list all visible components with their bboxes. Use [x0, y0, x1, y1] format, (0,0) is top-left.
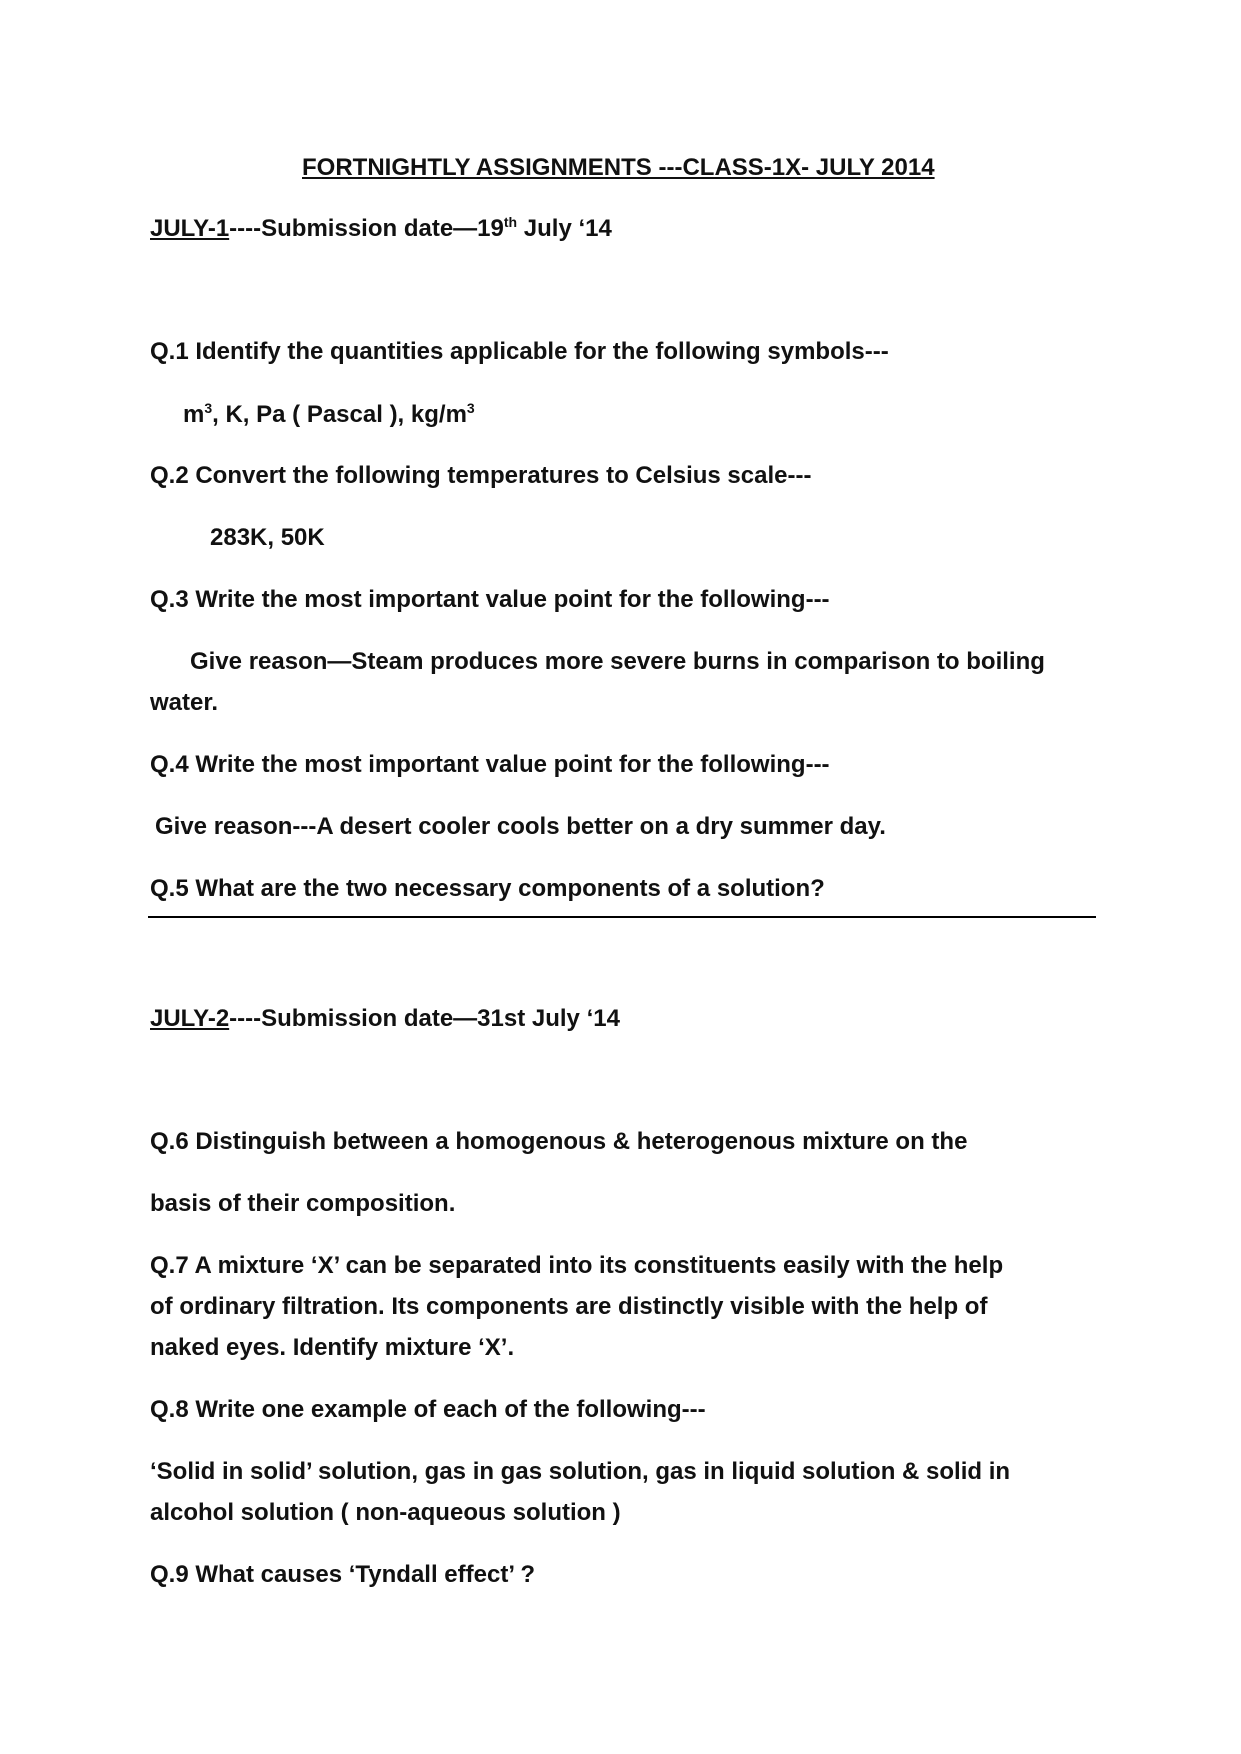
question-7-cont: naked eyes. Identify mixture ‘X’. — [150, 1334, 515, 1361]
question-7: Q.7 A mixture ‘X’ can be separated into its constituents easily with the help — [150, 1252, 1004, 1279]
question-1-units — [183, 400, 475, 430]
question-2: Q.2 Convert the following temperatures to Celsius scale--- — [150, 462, 812, 489]
question-5: Q.5 What are the two necessary components of a solution? — [150, 875, 825, 902]
unit-cubic-metre: m — [183, 401, 205, 428]
question-4-reason: Give reason---A desert cooler cools better on a dry summer day. — [155, 813, 886, 840]
section-1-submission-sup: th — [503, 214, 518, 230]
question-2-values: 283K, 50K — [210, 524, 325, 551]
section-1-label: JULY-1 — [150, 215, 230, 242]
question-8-detail: ‘Solid in solid’ solution, gas in gas solution, gas in liquid solution & solid in — [150, 1458, 1011, 1485]
question-6-cont: basis of their composition. — [150, 1190, 456, 1217]
section-1-submission-end: July ‘14 — [517, 215, 612, 242]
section-divider — [148, 916, 1096, 918]
page-title: FORTNIGHTLY ASSIGNMENTS ---CLASS-1X- JULY 2014 — [302, 154, 935, 181]
question-3-reason: Give reason—Steam produces more severe burns in comparison to boiling — [190, 648, 1045, 675]
unit-exponent: 3 — [204, 400, 213, 416]
question-8: Q.8 Write one example of each of the following--- — [150, 1396, 706, 1423]
question-4: Q.4 Write the most important value point for the following--- — [150, 751, 830, 778]
section-2-heading — [150, 1004, 620, 1034]
section-1-heading — [150, 214, 612, 244]
section-1-submission: ----Submission date—19 — [229, 215, 504, 242]
unit-list: , K, Pa ( Pascal ), kg/m — [212, 401, 467, 428]
question-1: Q.1 Identify the quantities applicable for the following symbols--- — [150, 338, 889, 365]
question-3-reason-cont: water. — [150, 689, 219, 716]
question-3: Q.3 Write the most important value point for the following--- — [150, 586, 830, 613]
question-9: Q.9 What causes ‘Tyndall effect’ ? — [150, 1561, 535, 1588]
section-2-submission: ----Submission date—31st July ‘14 — [229, 1005, 620, 1032]
question-7-cont: of ordinary filtration. Its components are distinctly visible with the help of — [150, 1293, 988, 1320]
question-8-detail-cont: alcohol solution ( non-aqueous solution ) — [150, 1499, 621, 1526]
unit-exponent: 3 — [466, 400, 475, 416]
section-2-label: JULY-2 — [150, 1005, 230, 1032]
question-6: Q.6 Distinguish between a homogenous & heterogenous mixture on the — [150, 1128, 968, 1155]
